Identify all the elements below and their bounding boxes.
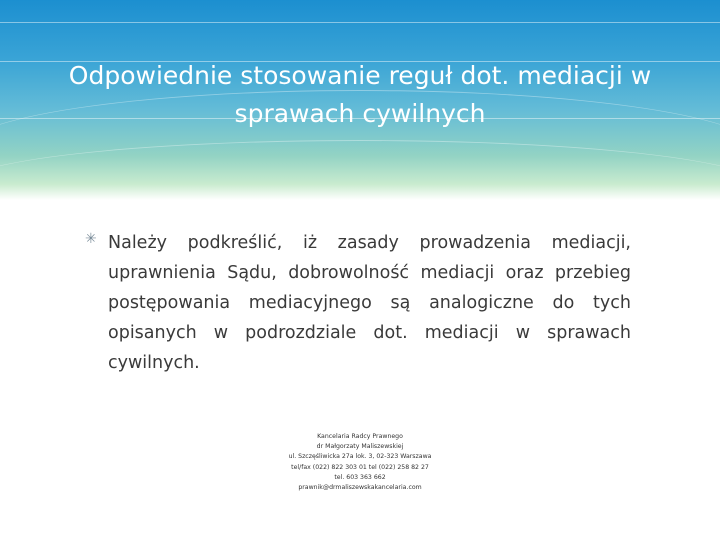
footer-line: Kancelaria Radcy Prawnego (317, 433, 403, 440)
bullet-item (85, 228, 631, 378)
footer-line: ul. Szczęśliwicka 27a lok. 3, 02-323 Warszawa (288, 453, 432, 461)
slide-header-background (0, 0, 720, 200)
bullet-text: Należy podkreślić, iż zasady prowadzenia mediacji, uprawnienia Sądu, dobrowolność mediacji oraz przebieg postępowania mediacyjnego są analogiczne do tych opisanych w podrozdziale dot. mediacji w sprawach cywilnych. (108, 233, 631, 373)
footer-line: tel/fax (022) 822 303 01 tel (022) 258 82 27 (291, 463, 429, 471)
footer-email: prawnik@drmaliszewskakancelaria.com (298, 484, 422, 492)
slide-title: Odpowiednie stosowanie reguł dot. mediacji w sprawach cywilnych (68, 60, 652, 128)
footer-line: tel. 603 363 662 (334, 473, 386, 481)
footer-line: dr Małgorzaty Maliszewskiej (316, 443, 404, 451)
decorative-line (0, 22, 720, 23)
asterisk-icon: ✳ (85, 231, 97, 247)
footer-contact (250, 432, 470, 493)
